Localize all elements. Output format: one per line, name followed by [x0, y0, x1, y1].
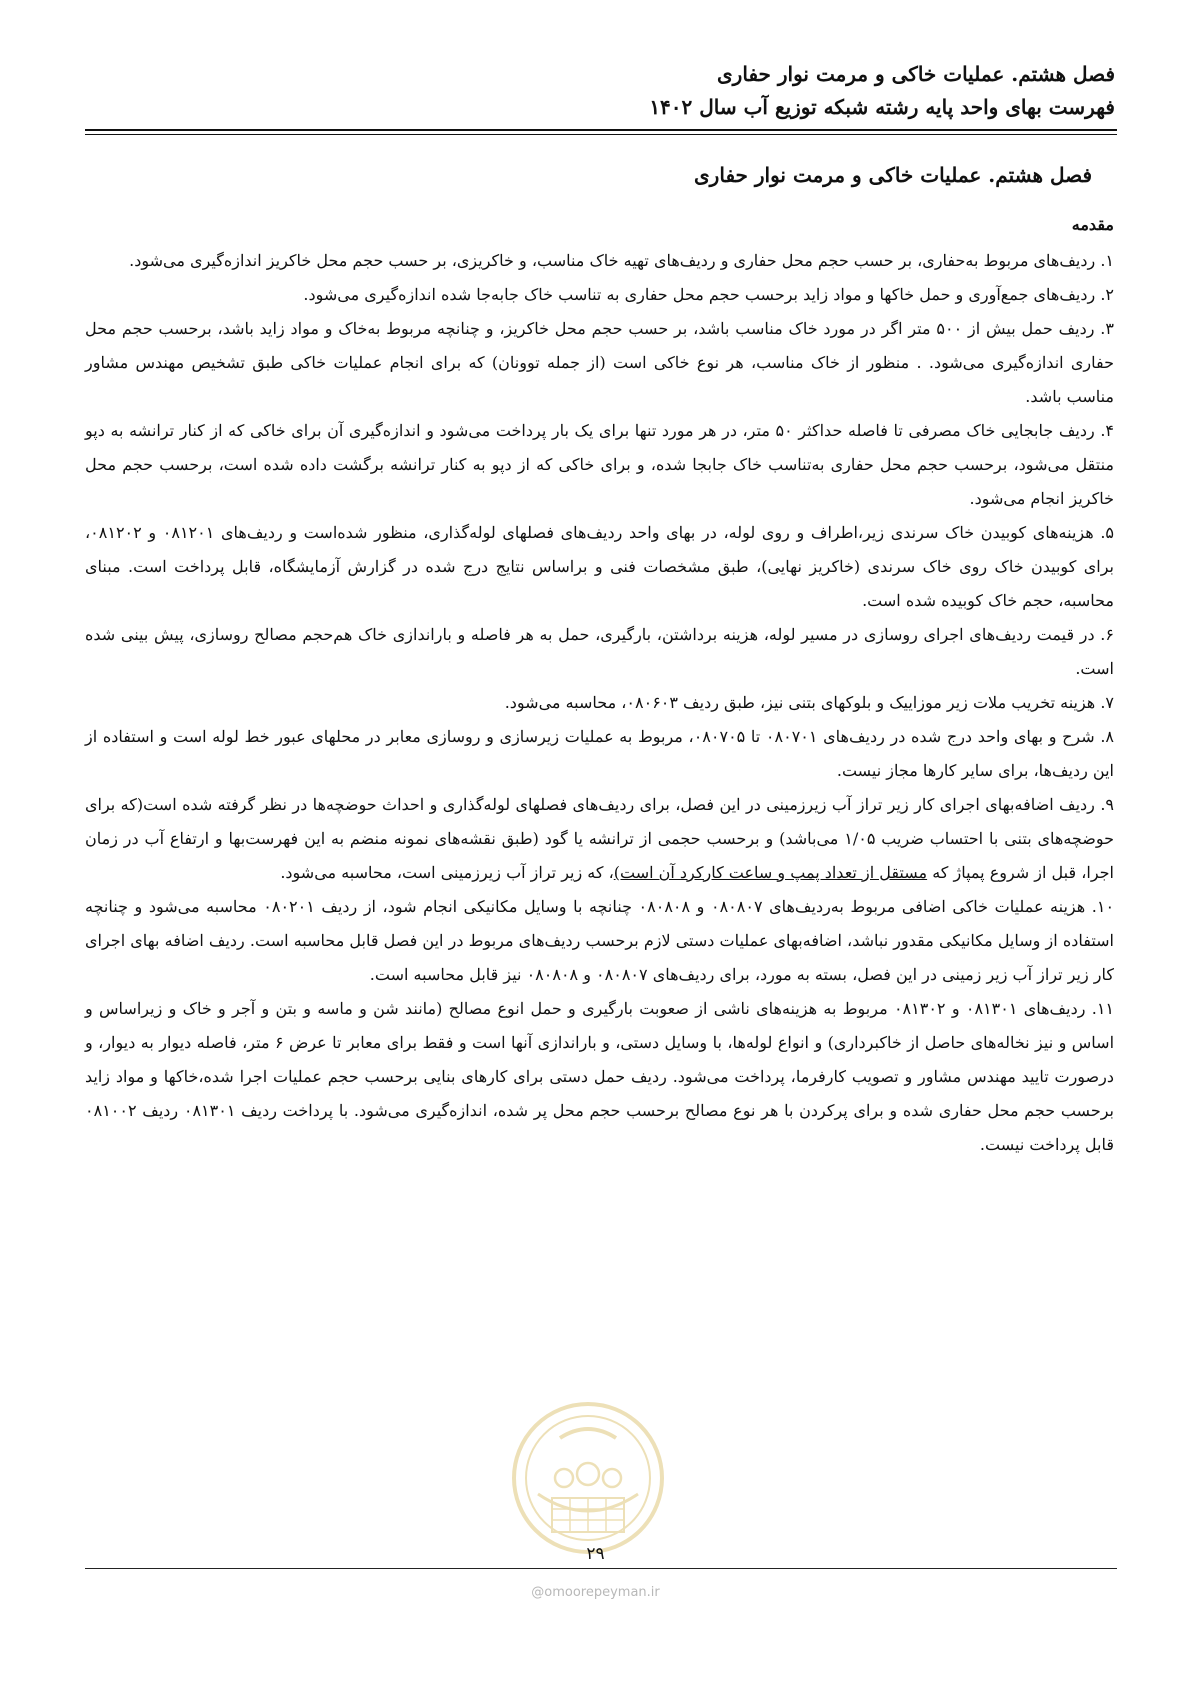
header-chapter-title: فصل هشتم. عملیات خاکی و مرمت نوار حفاری: [717, 62, 1115, 86]
intro-heading: مقدمه: [1071, 215, 1114, 234]
chapter-heading: فصل هشتم. عملیات خاکی و مرمت نوار حفاری: [694, 163, 1092, 187]
paragraph-6: ۶. در قیمت ردیف‌های اجرای روسازی در مسیر لوله، هزینه برداشتن، بارگیری، حمل به هر فاصله و باراندازی خاک هم‌حجم مصالح روسازی، پیش بینی شده است.: [85, 625, 1114, 678]
paragraph-10: ۱۰. هزینه عملیات خاکی اضافی مربوط به‌ردیف‌های ۰۸۰۸۰۷ و ۰۸۰۸۰۸ چنانچه با وسایل مکانیکی انجام شود، از ردیف ۰۸۰۲۰۱ محاسبه می‌شود و چنانچه استفاده از وسایل مکانیکی مقدور نباشد، اضافه‌بهای عملیات دستی لازم برحسب ردیف‌های مربوط در این فصل قابل محاسبه است. ردیف اضافه بهای اجرای کار زیر تراز آب زیر زمینی در این فصل، بسته به مورد، برای ردیف‌های ۰۸۰۸۰۷ و ۰۸۰۸۰۸ نیز قابل محاسبه است.: [85, 897, 1115, 984]
page-body: [85, 163, 1114, 1162]
page-number: ۲۹: [586, 1544, 605, 1564]
paragraph-2: ۲. ردیف‌های جمع‌آوری و حمل خاکها و مواد زاید برحسب حجم محل حفاری به تناسب خاک جابه‌جا شده اندازه‌گیری می‌شود.: [303, 285, 1114, 304]
header-rule-thin: [85, 134, 1117, 135]
watermark-seal-icon: [508, 1398, 668, 1558]
header-rule-thick: [85, 129, 1117, 131]
paragraph-1: ۱. ردیف‌های مربوط به‌حفاری، بر حسب حجم محل حفاری و ردیف‌های تهیه خاک مناسب، و خاکریزی، بر حسب حجم محل خاکریز اندازه‌گیری می‌شود.: [129, 251, 1114, 270]
paragraph-9-underlined: مستقل از تعداد پمپ و ساعت کارکرد آن است): [613, 863, 928, 882]
paragraph-9: [85, 788, 1114, 890]
paragraph-4: ۴. ردیف جابجایی خاک مصرفی تا فاصله حداکثر ۵۰ متر، در هر مورد تنها برای یک بار پرداخت می‌شود و اندازه‌گیری آن برای خاکی که از کنار ترانشه به دپو منتقل می‌شود، برحسب حجم محل حفاری به‌تناسب خاک جابجا شده، و برای خاکی که از دپو به کنار ترانشه برگشت داده شده است، برحسب حجم محل خاکریز انجام می‌شود.: [85, 421, 1115, 508]
paragraph-11: ۱۱. ردیف‌های ۰۸۱۳۰۱ و ۰۸۱۳۰۲ مربوط به هزینه‌های ناشی از صعوبت بارگیری و حمل انوع مصالح (مانند شن و ماسه و بتن و آجر و خاک و زیراساس و اساس و نیز نخاله‌های حاصل از خاکبرداری) و انواع لوله‌ها، با وسایل دستی، و باراندازی آنها است و فقط برای معابر تا عرض ۶ متر، فاصله دیوار به دیوار، و درصورت تایید مهندس مشاور و تصویب کارفرما، پرداخت می‌شود. ردیف حمل دستی برای کارهای بنایی برحسب حجم عملیات اجرا شده،خاکها و مواد زاید برحسب حجم محل حفاری شده و برای پرکردن با هر نوع مصالح برحسب حجم محل پر شده، اندازه‌گیری می‌شود. با پرداخت ردیف ۰۸۱۳۰۱ ردیف ۰۸۱۰۰۲ قابل پرداخت نیست.: [85, 999, 1115, 1154]
header-document-title: فهرست بهای واحد پایه رشته شبکه توزیع آب سال ۱۴۰۲: [649, 95, 1115, 119]
running-header: [85, 58, 1115, 124]
paragraph-9-text-b: ، که زیر تراز آب زیرزمینی است، محاسبه می‌شود.: [280, 863, 614, 882]
paragraph-3: ۳. ردیف حمل بیش از ۵۰۰ متر اگر در مورد خاک مناسب باشد، بر حسب حجم محل خاکریز، و چنانچه مربوط به‌خاک و مواد زاید باشد، برحسب حجم محل حفاری اندازه‌گیری می‌شود. . منظور از خاک مناسب، هر نوع خاکی است (از جمله توونان) که برای انجام عملیات خاکی طبق تشخیص مهندس مشاور مناسب باشد.: [85, 319, 1114, 406]
paragraph-9-text-a: ۹. ردیف اضافه‌بهای اجرای کار زیر تراز آب زیرزمینی در این فصل، برای ردیف‌های فصلهای لوله‌گذاری و احداث حوضچه‌ها در نظر گرفته شده است(که برای حوضچه‌های بتنی با احتساب ضریب ۱/۰۵ می‌باشد) و برحسب حجمی از ترانشه یا گود (طبق نقشه‌های نمونه منضم به این فهرست‌بها و ارتفاع آب در زمان اجرا، قبل از شروع پمپاژ که: [85, 795, 1115, 882]
paragraph-5: ۵. هزینه‌های کوبیدن خاک سرندی زیر،اطراف و روی لوله، در بهای واحد ردیف‌های فصلهای لوله‌گذاری، منظور شده‌است و ردیف‌های ۰۸۱۲۰۱ و ۰۸۱۲۰۲، برای کوبیدن خاک روی خاک سرندی (خاکریز نهایی)، طبق مشخصات فنی و براساس نتایج درج شده در گزارش آزمایشگاه، قابل پرداخت است. مبنای محاسبه، حجم خاک کوبیده شده است.: [85, 523, 1114, 610]
website-watermark: @omoorepeyman.ir: [531, 1585, 660, 1600]
paragraph-8: ۸. شرح و بهای واحد درج شده در ردیف‌های ۰۸۰۷۰۱ تا ۰۸۰۷۰۵، مربوط به عملیات زیرسازی و روسازی معابر در محلهای عبور خط لوله است و استفاده از این ردیف‌ها، برای سایر کارها مجاز نیست.: [85, 727, 1115, 780]
paragraph-7: ۷. هزینه تخریب ملات زیر موزاییک و بلوکهای بتنی نیز، طبق ردیف ۰۸۰۶۰۳، محاسبه می‌شود.: [504, 693, 1114, 712]
footer-rule: [85, 1568, 1117, 1569]
